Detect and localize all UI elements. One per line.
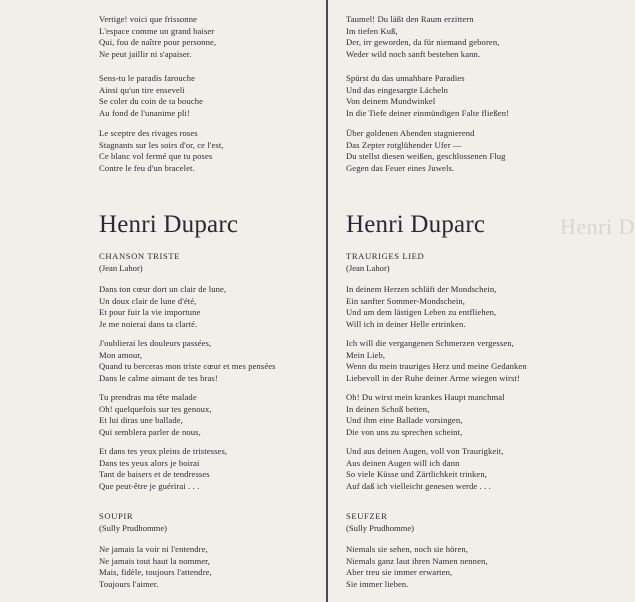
verse-line: Toujours l'aimer. <box>99 578 159 589</box>
verse-line: Dans ton cœur dort un clair de lune, <box>99 284 227 294</box>
verse-line: Mein Lieb, <box>346 349 386 360</box>
column-divider <box>326 0 328 602</box>
verse-line: Aus deinen Augen will ich dann <box>346 457 460 468</box>
verse-line: Ne jamais tout haut la nommer, <box>99 555 211 566</box>
verse-line: Und um dem lästigen Leben zu entfliehen, <box>346 307 497 318</box>
verse-line: Die von uns zu sprechen scheint, <box>346 426 463 437</box>
stanza <box>99 446 227 492</box>
verse-line: Ainsi qu'un tire enseveli <box>99 84 185 95</box>
stanza <box>346 338 527 384</box>
verse-line: L'espace comme un grand baiser <box>99 25 215 36</box>
song-heading <box>346 251 424 274</box>
verse-line: In deinem Herzen schläft der Mondschein, <box>346 284 497 294</box>
verse-line: Le sceptre des rivages roses <box>99 128 198 138</box>
song-author: (Sully Prudhomme) <box>346 522 415 533</box>
stanza <box>99 338 276 384</box>
verse-line: Contre le feu d'un bracelet. <box>99 162 195 173</box>
verse-line: Qui, fou de naître pour personne, <box>99 37 217 48</box>
song-heading <box>99 511 167 534</box>
verse-line: Spürst du das unnahbare Paradies <box>346 73 465 83</box>
verse-line: Und ihm eine Ballade vorsingen, <box>346 415 463 426</box>
stanza <box>99 392 212 438</box>
verse-line: Das Zepter rotglühender Ufer — <box>346 139 462 150</box>
verse-line: Ich will die vergangenen Schmerzen vergessen, <box>346 338 514 348</box>
song-title: CHANSON TRISTE <box>99 251 181 261</box>
stanza <box>346 446 504 492</box>
verse-line: Auf daß ich vielleicht genesen werde . . . <box>346 480 491 491</box>
stanza <box>346 284 497 330</box>
verse-line: Niemals ganz laut ihren Namen nennen, <box>346 555 488 566</box>
verse-line: Und aus deinen Augen, voll von Traurigkeit, <box>346 446 504 456</box>
stanza <box>346 14 499 60</box>
verse-line: Mon amour, <box>99 349 143 360</box>
verse-line: Oh! Du wirst mein krankes Haupt manchmal <box>346 392 505 402</box>
verse-line: Et dans tes yeux pleins de tristesses, <box>99 446 228 456</box>
stanza <box>346 128 506 174</box>
verse-line: Se coler du coin de ta bouche <box>99 96 204 107</box>
verse-line: Dans tes yeux alors je boirai <box>99 457 200 468</box>
stanza <box>346 544 488 590</box>
song-heading <box>99 251 180 274</box>
song-title: TRAURIGES LIED <box>346 251 425 261</box>
verse-line: Sie immer lieben. <box>346 578 409 589</box>
verse-line: Je me noierai dans ta clarté. <box>99 318 198 329</box>
verse-line: So viele Küsse und Zärtlichkeit trinken, <box>346 469 487 480</box>
composer-heading: Henri Duparc <box>346 211 486 238</box>
verse-line: Et lui diras une ballade, <box>99 415 183 426</box>
verse-line: Über goldenen Abenden stagnierend <box>346 128 475 138</box>
verse-line: Und das eingesargte Lächeln <box>346 84 449 95</box>
verse-line: Oh! quelquefois sur tes genoux, <box>99 403 212 414</box>
verse-line: Dans le calme aimant de tes bras! <box>99 372 218 383</box>
song-title: SEUFZER <box>346 511 388 521</box>
bleed-through-text: Henri D <box>560 214 635 239</box>
stanza <box>99 284 226 330</box>
song-author: (Jean Lahor) <box>99 262 143 273</box>
verse-line: Et pour fuir la vie importune <box>99 307 201 318</box>
verse-line: Vertige! voici que frissonne <box>99 14 198 24</box>
song-author: (Jean Lahor) <box>346 262 390 273</box>
verse-line: Will ich in deiner Helle ertrinken. <box>346 318 466 329</box>
stanza <box>99 14 216 60</box>
verse-line: Tant de baisers et de tendresses <box>99 469 210 480</box>
verse-line: Gegen das Feuer eines Juwels. <box>346 162 455 173</box>
verse-line: Ne peut jaillir ni s'apaiser. <box>99 48 192 59</box>
song-title: SOUPIR <box>99 511 134 521</box>
verse-line: In deinen Schoß betten, <box>346 403 430 414</box>
verse-line: Ce blanc vol fermé que tu poses <box>99 151 213 162</box>
verse-line: J'oublierai les douleurs passées, <box>99 338 212 348</box>
stanza <box>99 544 212 590</box>
verse-line: Ein sanfter Sommer-Mondschein, <box>346 295 466 306</box>
verse-line: Ne jamais la voir ni l'entendre, <box>99 544 208 554</box>
verse-line: Taumel! Du läßt den Raum erzittern <box>346 14 474 24</box>
song-heading <box>346 511 414 534</box>
verse-line: Que peut-être je guérirai . . . <box>99 480 200 491</box>
verse-line: In die Tiefe deiner einmündigen Falte fließen! <box>346 107 510 118</box>
verse-line: Au fond de l'unanime pli! <box>99 107 190 118</box>
verse-line: Wenn du mein trauriges Herz und meine Gedanken <box>346 361 527 372</box>
verse-line: Aber treu sie immer erwarten, <box>346 567 453 578</box>
verse-line: Un doux clair de lune d'été, <box>99 295 197 306</box>
verse-line: Weder wild noch sanft bestehen kann. <box>346 48 481 59</box>
verse-line: Niemals sie sehen, noch sie hören, <box>346 544 469 554</box>
verse-line: Du stellst diesen weißen, geschlossenen Flug <box>346 151 506 162</box>
stanza <box>346 392 505 438</box>
verse-line: Sens-tu le paradis farouche <box>99 73 196 83</box>
stanza <box>99 73 203 119</box>
verse-line: Quand tu berceras mon triste cœur et mes pensées <box>99 361 276 372</box>
stanza <box>99 128 224 174</box>
verse-line: Mais, fidèle, toujours l'attendre, <box>99 567 212 578</box>
stanza <box>346 73 509 119</box>
verse-line: Liebevoll in der Ruhe deiner Arme wiegen wirst! <box>346 372 520 383</box>
verse-line: Von deinem Mundwinkel <box>346 96 436 107</box>
composer-heading: Henri Duparc <box>99 211 239 238</box>
verse-line: Qui semblera parler de nous, <box>99 426 201 437</box>
song-author: (Sully Prudhomme) <box>99 522 168 533</box>
verse-line: Stagnants sur les soirs d'or, ce l'est, <box>99 139 224 150</box>
verse-line: Der, irr geworden, da für niemand geboren, <box>346 37 500 48</box>
verse-line: Tu prendras ma tête malade <box>99 392 197 402</box>
verse-line: Im tiefen Kuß, <box>346 25 398 36</box>
